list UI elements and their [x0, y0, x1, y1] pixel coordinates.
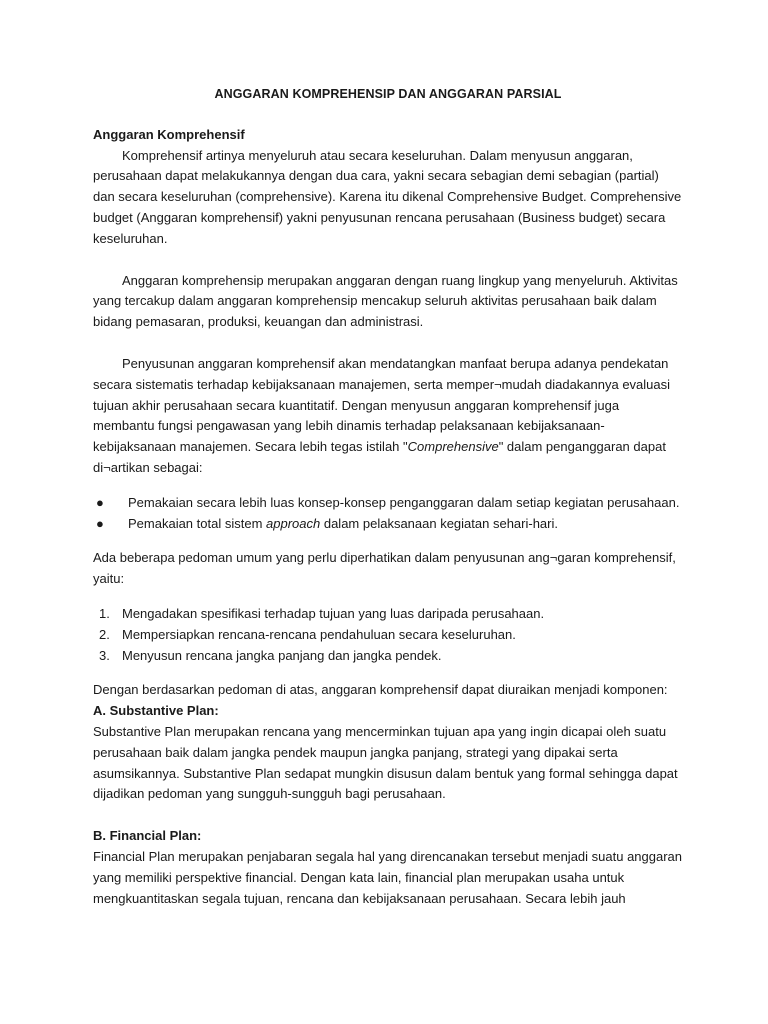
paragraph-benefits [93, 354, 683, 479]
bullet-list [93, 493, 683, 535]
paragraph-benefits-tail: " dalam penganggaran dapat di¬artikan sebagai: [93, 439, 666, 475]
section-heading-substantive-plan: A. Substantive Plan: [93, 703, 219, 719]
section-heading-anggaran-komprehensif: Anggaran Komprehensif [93, 126, 245, 142]
numbered-item: 3. Menyusun rencana jangka panjang dan jangka pendek. [93, 646, 683, 667]
bullet-marker: ● [96, 494, 104, 510]
term-comprehensive: Comprehensive [407, 439, 499, 455]
number-marker: 3. [99, 647, 110, 663]
bullet-item: ● Pemakaian total sistem approach dalam pelaksanaan kegiatan sehari-hari. [93, 514, 683, 535]
number-marker: 1. [99, 605, 110, 621]
paragraph-benefits-text: Penyusunan anggaran komprehensif akan mendatangkan manfaat berupa adanya pendekatan secara sistematis terhadap kebijaksanaan manajemen, serta memper¬mudah diadakannya evaluasi tujuan akhir perusahaan secara kuantitatif. Dengan menyusun anggaran komprehensif juga membantu fungsi pengawasan yang lebih dinamis terhadap pelaksanaan kebijaksanaan-kebijaksanaan manajemen. Secara lebih tegas istilah " [93, 355, 671, 455]
document-title: ANGGARAN KOMPREHENSIP DAN ANGGARAN PARSIAL [214, 87, 562, 101]
paragraph-definition: Komprehensif artinya menyeluruh atau secara keseluruhan. Dalam menyusun anggaran, perusahaan dapat melakukannya dengan dua cara, yakni secara sebagian demi sebagian (partial) dan secara keseluruhan (comprehensive). Karena itu dikenal Comprehensive Budget. Comprehensive budget (Anggaran komprehensif) yakni penyusunan rencana perusahaan (Business budget) secara keseluruhan. [93, 147, 682, 246]
numbered-list [93, 604, 683, 666]
paragraph-scope: Anggaran komprehensip merupakan anggaran dengan ruang lingkup yang menyeluruh. Aktivitas yang tercakup dalam anggaran komprehensip mencakup seluruh aktivitas perusahaan baik dalam bidang pemasaran, produksi, keuangan dan administrasi. [93, 272, 678, 330]
term-approach: approach [266, 515, 321, 531]
document-content [93, 84, 683, 909]
bullet-item: ● Pemakaian secara lebih luas konsep-konsep penganggaran dalam setiap kegiatan perusahaan. [93, 493, 683, 514]
number-marker: 2. [99, 626, 110, 642]
section-heading-financial-plan: B. Financial Plan: [93, 828, 202, 844]
bullet-marker: ● [96, 515, 104, 531]
paragraph-substantive-plan: Substantive Plan merupakan rencana yang mencerminkan tujuan apa yang ingin dicapai oleh suatu perusahaan baik dalam jangka pendek maupun jangka panjang, strategi yang dipakai serta asumsikannya. Substantive Plan sedapat mungkin disusun dalam bentuk yang formal sehingga dapat dijadikan pedoman yang sungguh-sungguh bagi perusahaan. [93, 723, 678, 802]
paragraph-guideline-intro: Ada beberapa pedoman umum yang perlu diperhatikan dalam penyusunan ang¬garan komprehensif, yaitu: [93, 550, 676, 587]
numbered-item: 2. Mempersiapkan rencana-rencana pendahuluan secara keseluruhan. [93, 625, 683, 646]
paragraph-financial-plan: Financial Plan merupakan penjabaran segala hal yang direncanakan tersebut menjadi suatu anggaran yang memiliki perspektive financial. Dengan kata lain, financial plan merupakan usaha untuk mengkuantitaskan segala tujuan, rencana dan kebijaksanaan perusahaan. Secara lebih jauh [93, 848, 683, 906]
numbered-item: 1. Mengadakan spesifikasi terhadap tujuan yang luas daripada perusahaan. [93, 604, 683, 625]
paragraph-components-intro: Dengan berdasarkan pedoman di atas, anggaran komprehensif dapat diuraikan menjadi komponen: [93, 682, 668, 698]
